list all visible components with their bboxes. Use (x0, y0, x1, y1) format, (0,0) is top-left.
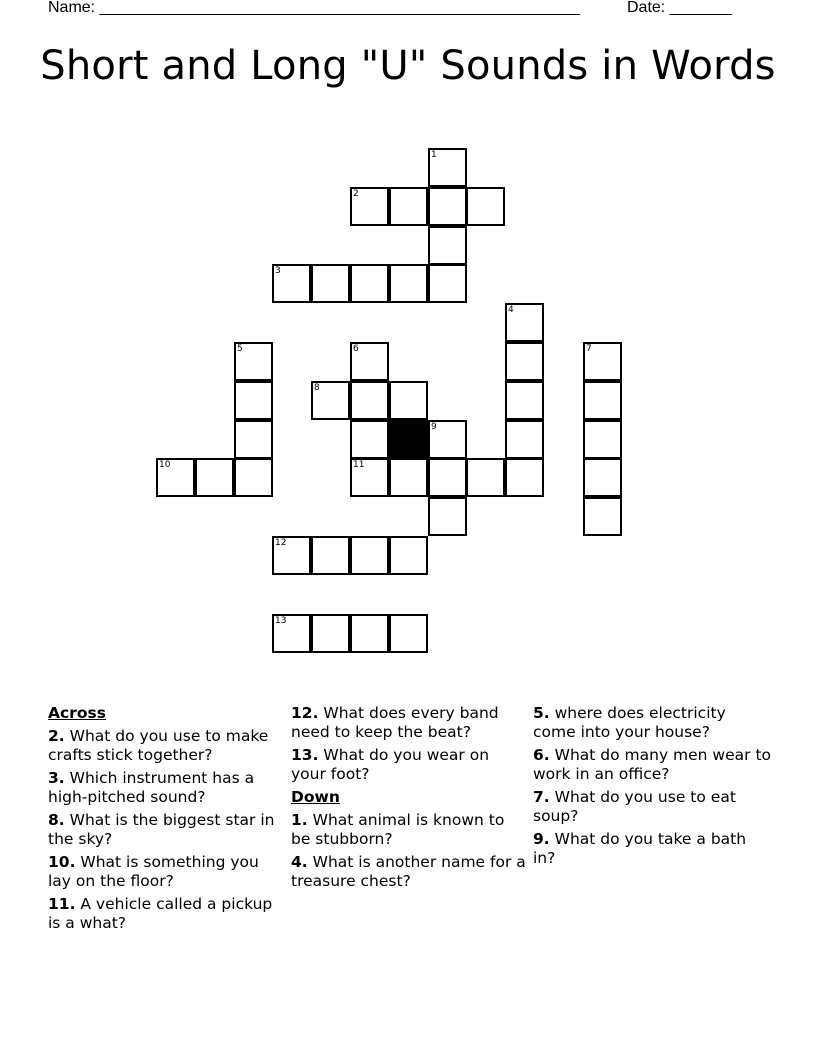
cell-number: 13 (275, 616, 287, 626)
clue-down-1: 1. What animal is known to be stubborn? (291, 811, 505, 848)
crossword-cell[interactable] (583, 342, 622, 381)
name-line: Name: ______________________________________________________ (48, 0, 581, 16)
crossword-cell[interactable] (428, 420, 467, 459)
cell-number: 12 (275, 538, 287, 548)
clue-across-3: 3. Which instrument has a high-pitched sound? (48, 769, 255, 806)
clue-down-4: 4. What is another name for a treasure chest? (291, 853, 526, 890)
clue-across-2: 2. What do you use to make crafts stick together? (48, 727, 269, 764)
down-heading: Down (291, 788, 340, 806)
crossword-cell[interactable] (350, 420, 389, 459)
crossword-cell[interactable] (389, 381, 428, 420)
crossword-cell[interactable] (583, 381, 622, 420)
crossword-cell[interactable] (389, 536, 428, 575)
crossword-cell[interactable] (350, 381, 389, 420)
crossword-cell[interactable] (350, 458, 389, 497)
crossword-cell[interactable] (505, 303, 544, 342)
crossword-cell[interactable] (389, 264, 428, 303)
clue-across-8: 8. What is the biggest star in the sky? (48, 811, 275, 848)
crossword-cell[interactable] (428, 497, 467, 536)
crossword-cell[interactable] (311, 614, 350, 653)
crossword-cell[interactable] (272, 264, 311, 303)
clues-column-2 (291, 704, 526, 895)
crossword-cell[interactable] (428, 226, 467, 265)
clue-down-7: 7. What do you use to eat soup? (533, 788, 736, 825)
cell-number: 1 (431, 150, 437, 160)
crossword-cell[interactable] (234, 420, 273, 459)
clue-down-6: 6. What do many men wear to work in an office? (533, 746, 772, 783)
crossword-cell[interactable] (505, 420, 544, 459)
crossword-cell[interactable] (234, 342, 273, 381)
crossword-cell[interactable] (428, 264, 467, 303)
clue-across-13: 13. What do you wear on your foot? (291, 746, 490, 783)
crossword-cell[interactable] (389, 458, 428, 497)
clues-column-1 (48, 704, 283, 937)
crossword-cell[interactable] (311, 536, 350, 575)
crossword-cell[interactable] (505, 342, 544, 381)
crossword-cell[interactable] (272, 536, 311, 575)
clue-across-11: 11. A vehicle called a pickup is a what? (48, 895, 273, 932)
black-cell (389, 420, 428, 459)
cell-number: 11 (353, 460, 365, 470)
crossword-cell[interactable] (583, 420, 622, 459)
crossword-cell[interactable] (583, 497, 622, 536)
crossword-cell[interactable] (156, 458, 195, 497)
crossword-cell[interactable] (389, 614, 428, 653)
crossword-cell[interactable] (389, 187, 428, 226)
crossword-cell[interactable] (428, 458, 467, 497)
cell-number: 7 (586, 344, 592, 354)
crossword-cell[interactable] (505, 381, 544, 420)
crossword-cell[interactable] (505, 458, 544, 497)
crossword-cell[interactable] (350, 614, 389, 653)
crossword-cell[interactable] (350, 187, 389, 226)
crossword-cell[interactable] (428, 187, 467, 226)
crossword-cell[interactable] (428, 148, 467, 187)
cell-number: 2 (353, 189, 359, 199)
cell-number: 4 (508, 305, 514, 315)
crossword-cell[interactable] (311, 264, 350, 303)
clue-down-9: 9. What do you take a bath in? (533, 830, 747, 867)
date-line: Date: _______ (627, 0, 732, 16)
crossword-cell[interactable] (350, 536, 389, 575)
clue-across-12: 12. What does every band need to keep the beat? (291, 704, 499, 741)
cell-number: 6 (353, 344, 359, 354)
crossword-cell[interactable] (466, 187, 505, 226)
clue-across-10: 10. What is something you lay on the floor? (48, 853, 259, 890)
crossword-cell[interactable] (350, 342, 389, 381)
cell-number: 3 (275, 266, 281, 276)
clue-down-5: 5. where does electricity come into your house? (533, 704, 726, 741)
crossword-cell[interactable] (272, 614, 311, 653)
across-heading: Across (48, 704, 106, 722)
crossword-cell[interactable] (583, 458, 622, 497)
crossword-cell[interactable] (234, 381, 273, 420)
crossword-cell[interactable] (195, 458, 234, 497)
clues-column-3 (533, 704, 773, 872)
cell-number: 9 (431, 422, 437, 432)
crossword-cell[interactable] (350, 264, 389, 303)
cell-number: 8 (314, 383, 320, 393)
cell-number: 5 (237, 344, 243, 354)
page-title: Short and Long "U" Sounds in Words (40, 43, 776, 89)
crossword-cell[interactable] (311, 381, 350, 420)
cell-number: 10 (159, 460, 171, 470)
crossword-cell[interactable] (466, 458, 505, 497)
crossword-cell[interactable] (234, 458, 273, 497)
